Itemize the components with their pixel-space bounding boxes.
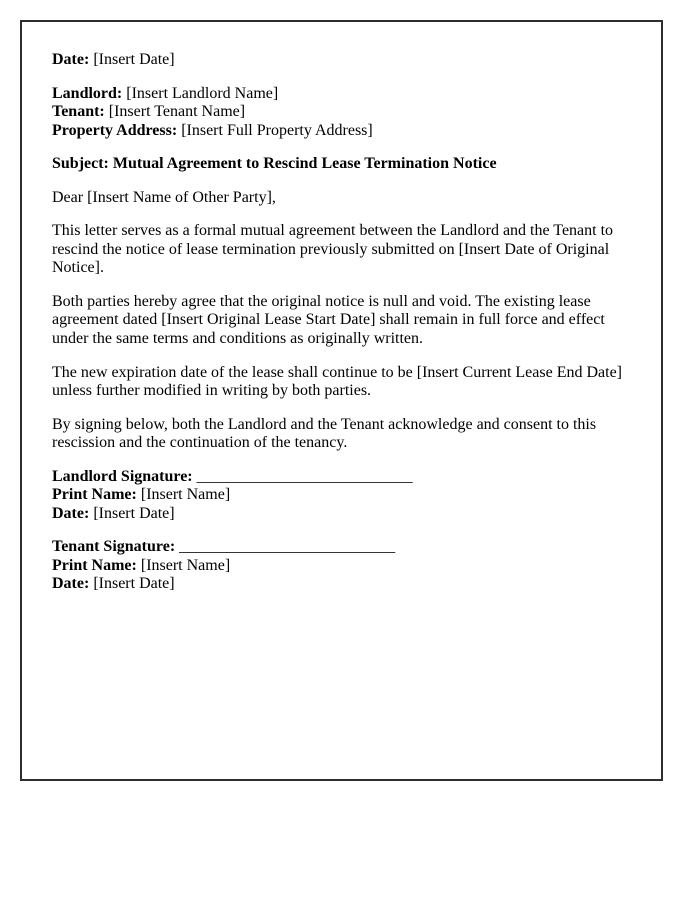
tenant-print-name-line bbox=[52, 557, 631, 576]
parties-block bbox=[52, 85, 631, 141]
subject-line: Subject: Mutual Agreement to Rescind Lease Termination Notice bbox=[52, 155, 497, 173]
body-paragraph-1: This letter serves as a formal mutual agreement between the Landlord and the Tenant to rescind the notice of lease termination previously submitted on [Insert Date of Original Notice]. bbox=[52, 222, 614, 277]
property-address-value: [Insert Full Property Address] bbox=[177, 121, 373, 139]
landlord-signature-rule: ___________________________ bbox=[192, 467, 413, 485]
tenant-print-name-value: [Insert Name] bbox=[136, 556, 231, 574]
tenant-print-name-label: Print Name: bbox=[52, 556, 137, 574]
landlord-signature-line bbox=[52, 468, 631, 487]
tenant-line bbox=[52, 103, 631, 122]
body-paragraph-4: By signing below, both the Landlord and the Tenant acknowledge and consent to this rescission and the continuation of the tenancy. bbox=[52, 415, 597, 452]
landlord-date-label: Date: bbox=[52, 504, 90, 522]
landlord-value: [Insert Landlord Name] bbox=[122, 84, 279, 102]
property-address-line bbox=[52, 122, 631, 141]
tenant-date-label: Date: bbox=[52, 575, 90, 593]
date-value: [Insert Date] bbox=[89, 51, 175, 68]
landlord-date-line bbox=[52, 505, 631, 524]
landlord-signature-block bbox=[52, 468, 631, 524]
landlord-date-value: [Insert Date] bbox=[89, 504, 175, 522]
greeting-line: Dear [Insert Name of Other Party], bbox=[52, 188, 276, 206]
landlord-print-name-line bbox=[52, 486, 631, 505]
date-line bbox=[52, 51, 631, 70]
tenant-signature-block bbox=[52, 538, 631, 594]
date-label: Date: bbox=[52, 51, 90, 68]
body-paragraph-2: Both parties hereby agree that the original notice is null and void. The existing lease agreement dated [Insert Original Lease Start Date] shall remain in full force and effect under the same terms and conditions as originally written. bbox=[52, 292, 605, 348]
tenant-label: Tenant: bbox=[52, 103, 105, 121]
landlord-label: Landlord: bbox=[52, 84, 123, 102]
tenant-signature-label: Tenant Signature: bbox=[52, 538, 176, 556]
landlord-print-name-value: [Insert Name] bbox=[136, 486, 231, 504]
landlord-line bbox=[52, 85, 631, 104]
letter-document bbox=[20, 20, 663, 781]
tenant-date-line bbox=[52, 575, 631, 594]
tenant-value: [Insert Tenant Name] bbox=[104, 103, 246, 121]
tenant-signature-line bbox=[52, 538, 631, 557]
property-address-label: Property Address: bbox=[52, 121, 178, 139]
landlord-signature-label: Landlord Signature: bbox=[52, 467, 193, 485]
tenant-signature-rule: ___________________________ bbox=[175, 538, 396, 556]
landlord-print-name-label: Print Name: bbox=[52, 486, 137, 504]
body-paragraph-3: The new expiration date of the lease shall continue to be [Insert Current Lease End Date] unless further modified in writing by both parties. bbox=[52, 363, 622, 400]
tenant-date-value: [Insert Date] bbox=[89, 575, 175, 593]
